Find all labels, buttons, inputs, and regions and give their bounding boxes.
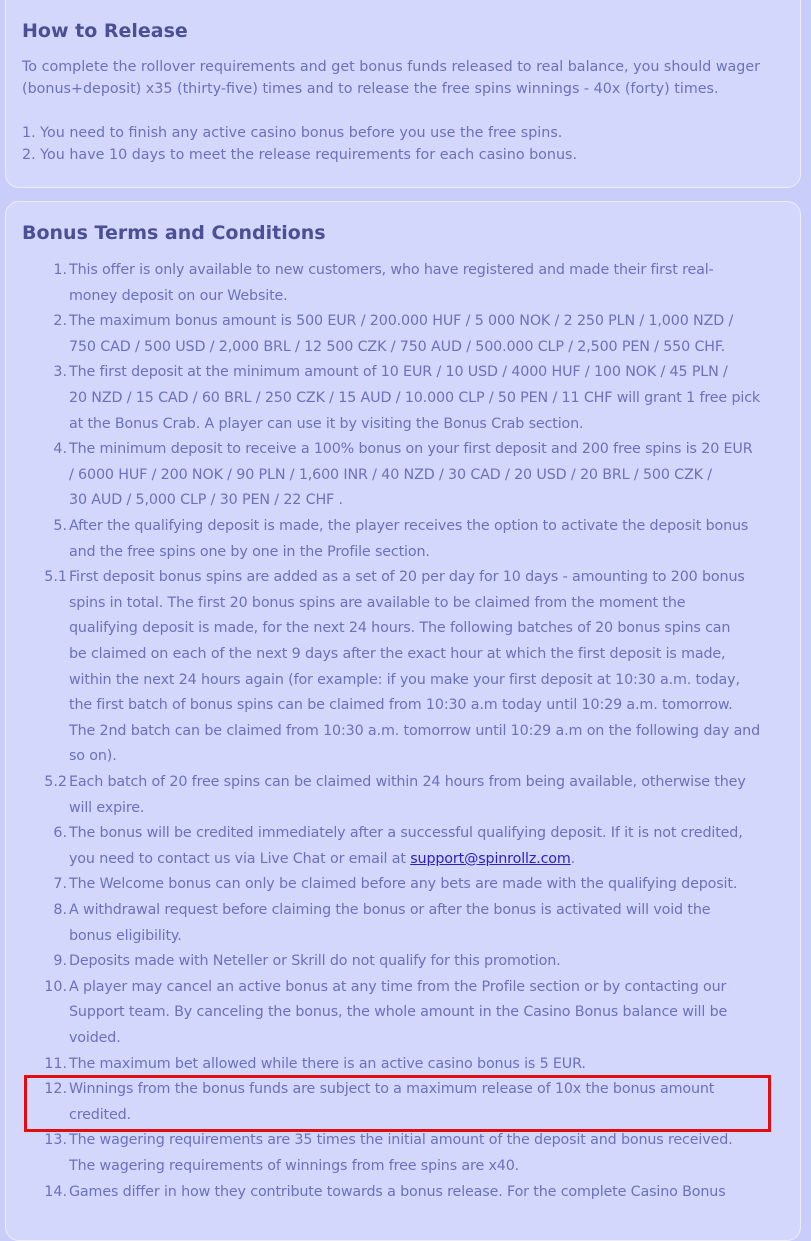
term-line-text: A withdrawal request before claiming the bonus or after the bonus is activated will void the bbox=[69, 902, 711, 918]
term-text bbox=[69, 872, 794, 898]
term-text bbox=[69, 1128, 794, 1179]
release-intro-line: To complete the rollover requirements and get bonus funds released to real balance, you should wager bbox=[22, 59, 761, 75]
term-line-text: Winnings from the bonus funds are subject to a maximum release of 10x the bonus amount bbox=[69, 1081, 715, 1098]
term-number: 11. bbox=[44, 1055, 67, 1072]
release-rules bbox=[22, 122, 792, 166]
term-text bbox=[69, 1180, 794, 1206]
term-line-text: and the free spins one by one in the Profile section. bbox=[69, 543, 430, 560]
term-text bbox=[69, 975, 794, 1052]
term-line-text: Each batch of 20 free spins can be claimed within 24 hours from being available, otherwise they bbox=[69, 774, 746, 790]
bonus-terms-card bbox=[5, 201, 801, 1241]
term-line-text: The first deposit at the minimum amount of 10 EUR / 10 USD / 4000 HUF / 100 NOK / 45 PLN / bbox=[69, 364, 728, 381]
term-line-text: be claimed on each of the next 9 days after the exact hour at which the first deposit is made, bbox=[69, 645, 726, 662]
term-line-text: within the next 24 hours again (for example: if you make your first deposit at 10:30 a.m. today, bbox=[69, 671, 740, 688]
release-intro bbox=[22, 56, 792, 100]
term-line-text: After the qualifying deposit is made, the player receives the option to activate the deposit bonus bbox=[69, 518, 749, 534]
term-line-text: The maximum bet allowed while there is an active casino bonus is 5 EUR. bbox=[69, 1055, 586, 1072]
term-number: 7. bbox=[53, 876, 67, 893]
term-line-text: The bonus will be credited immediately after a successful qualifying deposit. If it is not credited, bbox=[69, 825, 743, 842]
term-number: 3. bbox=[53, 364, 67, 381]
term-number: 8. bbox=[53, 902, 67, 918]
term-line bbox=[69, 1000, 794, 1026]
term-line-text: The minimum deposit to receive a 100% bonus on your first deposit and 200 free spins is 20 EUR bbox=[69, 441, 753, 458]
term-number: 5. bbox=[53, 518, 67, 534]
term-line bbox=[69, 1128, 794, 1154]
term-line bbox=[69, 412, 794, 438]
term-line bbox=[69, 1026, 794, 1052]
term-line bbox=[69, 488, 794, 514]
term-text bbox=[69, 514, 794, 565]
terms-heading: Bonus Terms and Conditions bbox=[22, 222, 326, 244]
term-text bbox=[69, 565, 794, 770]
release-heading: How to Release bbox=[22, 20, 188, 42]
term-line bbox=[69, 514, 794, 540]
term-number: 5.1 bbox=[44, 569, 67, 586]
term-line bbox=[69, 693, 794, 719]
term-line-text: will expire. bbox=[69, 799, 145, 816]
term-text bbox=[69, 770, 794, 821]
term-line bbox=[69, 1180, 794, 1206]
term-line-text: The wagering requirements of winnings from free spins are x40. bbox=[69, 1157, 520, 1174]
how-to-release-card bbox=[5, 0, 801, 188]
term-text bbox=[69, 1052, 794, 1078]
term-line-text: 30 AUD / 5,000 CLP / 30 PEN / 22 CHF . bbox=[69, 492, 343, 509]
term-line bbox=[69, 540, 794, 566]
term-line-text: qualifying deposit is made, for the next 24 hours. The following batches of 20 bonus spins can bbox=[69, 620, 731, 637]
term-line bbox=[69, 744, 794, 770]
term-line bbox=[69, 386, 794, 412]
term-line-text: The wagering requirements are 35 times the initial amount of the deposit and bonus received. bbox=[69, 1132, 733, 1149]
term-line bbox=[69, 1103, 794, 1129]
term-number: 13. bbox=[44, 1132, 67, 1149]
term-line-text: Deposits made with Neteller or Skrill do not qualify for this promotion. bbox=[69, 953, 561, 970]
term-line-text: First deposit bonus spins are added as a set of 20 per day for 10 days - amounting to 200 bonus bbox=[69, 569, 745, 586]
term-line-text: at the Bonus Crab. A player can use it by visiting the Bonus Crab section. bbox=[69, 415, 584, 432]
term-number: 5.2 bbox=[44, 774, 67, 790]
term-line bbox=[69, 949, 794, 975]
term-text bbox=[69, 898, 794, 949]
release-rule-2: 2. You have 10 days to meet the release requirements for each casino bonus. bbox=[22, 147, 578, 163]
term-text bbox=[69, 258, 794, 309]
term-line bbox=[69, 668, 794, 694]
term-line bbox=[69, 335, 794, 361]
term-line-text: Support team. By canceling the bonus, the whole amount in the Casino Bonus balance will be bbox=[69, 1004, 728, 1021]
term-line-text: The 2nd batch can be claimed from 10:30 a.m. tomorrow until 10:29 a.m on the following day and bbox=[69, 722, 761, 739]
term-line bbox=[69, 258, 794, 284]
term-text bbox=[69, 949, 794, 975]
term-line bbox=[69, 1052, 794, 1078]
term-line-text: spins in total. The first 20 bonus spins are available to be claimed from the moment the bbox=[69, 594, 686, 611]
term-line-text: 20 NZD / 15 CAD / 60 BRL / 250 CZK / 15 AUD / 10.000 CLP / 50 PEN / 11 CHF will grant 1 free pick bbox=[69, 389, 761, 406]
term-line bbox=[69, 565, 794, 591]
term-line bbox=[69, 642, 794, 668]
term-line bbox=[69, 463, 794, 489]
term-line-text: so on). bbox=[69, 748, 117, 765]
term-line bbox=[69, 872, 794, 898]
term-text bbox=[69, 309, 794, 360]
term-line-text: voided. bbox=[69, 1029, 121, 1046]
term-line bbox=[69, 437, 794, 463]
term-line bbox=[69, 1154, 794, 1180]
term-line-text: The maximum bonus amount is 500 EUR / 200.000 HUF / 5 000 NOK / 2 250 PLN / 1,000 NZD / bbox=[69, 313, 734, 330]
term-line-text: Games differ in how they contribute towards a bonus release. For the complete Casino Bonus bbox=[69, 1183, 726, 1200]
term-number: 2. bbox=[53, 313, 67, 330]
term-text bbox=[69, 821, 794, 872]
term-number: 1. bbox=[53, 262, 67, 278]
term-line-text: bonus eligibility. bbox=[69, 927, 182, 944]
term-line-text: 750 CAD / 500 USD / 2,000 BRL / 12 500 CZK / 750 AUD / 500.000 CLP / 2,500 PEN / 550 CHF. bbox=[69, 338, 726, 355]
term-text bbox=[69, 360, 794, 437]
term-line bbox=[69, 770, 794, 796]
term-line bbox=[69, 1077, 794, 1103]
release-intro-line: (bonus+deposit) x35 (thirty-five) times and to release the free spins winnings - 40x (forty) times. bbox=[22, 81, 719, 97]
term-line-text: The Welcome bonus can only be claimed before any bets are made with the qualifying deposit. bbox=[69, 876, 738, 893]
term-line bbox=[69, 591, 794, 617]
term-line bbox=[69, 719, 794, 745]
support-email-link[interactable]: support@spinrollz.com bbox=[410, 850, 571, 867]
term-line bbox=[69, 975, 794, 1001]
term-line-text: you need to contact us via Live Chat or email at bbox=[69, 850, 411, 867]
term-line bbox=[69, 796, 794, 822]
term-number: 12. bbox=[44, 1081, 67, 1098]
term-line-text: the first batch of bonus spins can be claimed from 10:30 a.m today until 10:29 a.m. tomorrow. bbox=[69, 697, 733, 714]
term-line bbox=[69, 284, 794, 310]
term-line bbox=[69, 898, 794, 924]
release-rule-1: 1. You need to finish any active casino bonus before you use the free spins. bbox=[22, 125, 563, 141]
term-line-text: A player may cancel an active bonus at any time from the Profile section or by contacting our bbox=[69, 978, 727, 995]
term-line-text: money deposit on our Website. bbox=[69, 287, 288, 304]
term-number: 9. bbox=[53, 953, 67, 970]
term-line bbox=[69, 360, 794, 386]
term-line-text: credited. bbox=[69, 1106, 131, 1123]
term-line bbox=[69, 821, 794, 847]
term-text bbox=[69, 1077, 794, 1128]
term-line-text: / 6000 HUF / 200 NOK / 90 PLN / 1,600 INR / 40 NZD / 30 CAD / 20 USD / 20 BRL / 500 CZK / bbox=[69, 466, 712, 483]
term-line bbox=[69, 847, 794, 873]
term-line-text: This offer is only available to new customers, who have registered and made their first real- bbox=[69, 262, 714, 278]
term-number: 10. bbox=[44, 978, 67, 995]
term-line bbox=[69, 616, 794, 642]
term-line bbox=[69, 924, 794, 950]
term-line bbox=[69, 309, 794, 335]
term-line-suffix: . bbox=[570, 850, 576, 867]
term-text bbox=[69, 437, 794, 514]
term-number: 6. bbox=[53, 825, 67, 842]
term-number: 14. bbox=[44, 1183, 67, 1200]
term-number: 4. bbox=[53, 441, 67, 458]
